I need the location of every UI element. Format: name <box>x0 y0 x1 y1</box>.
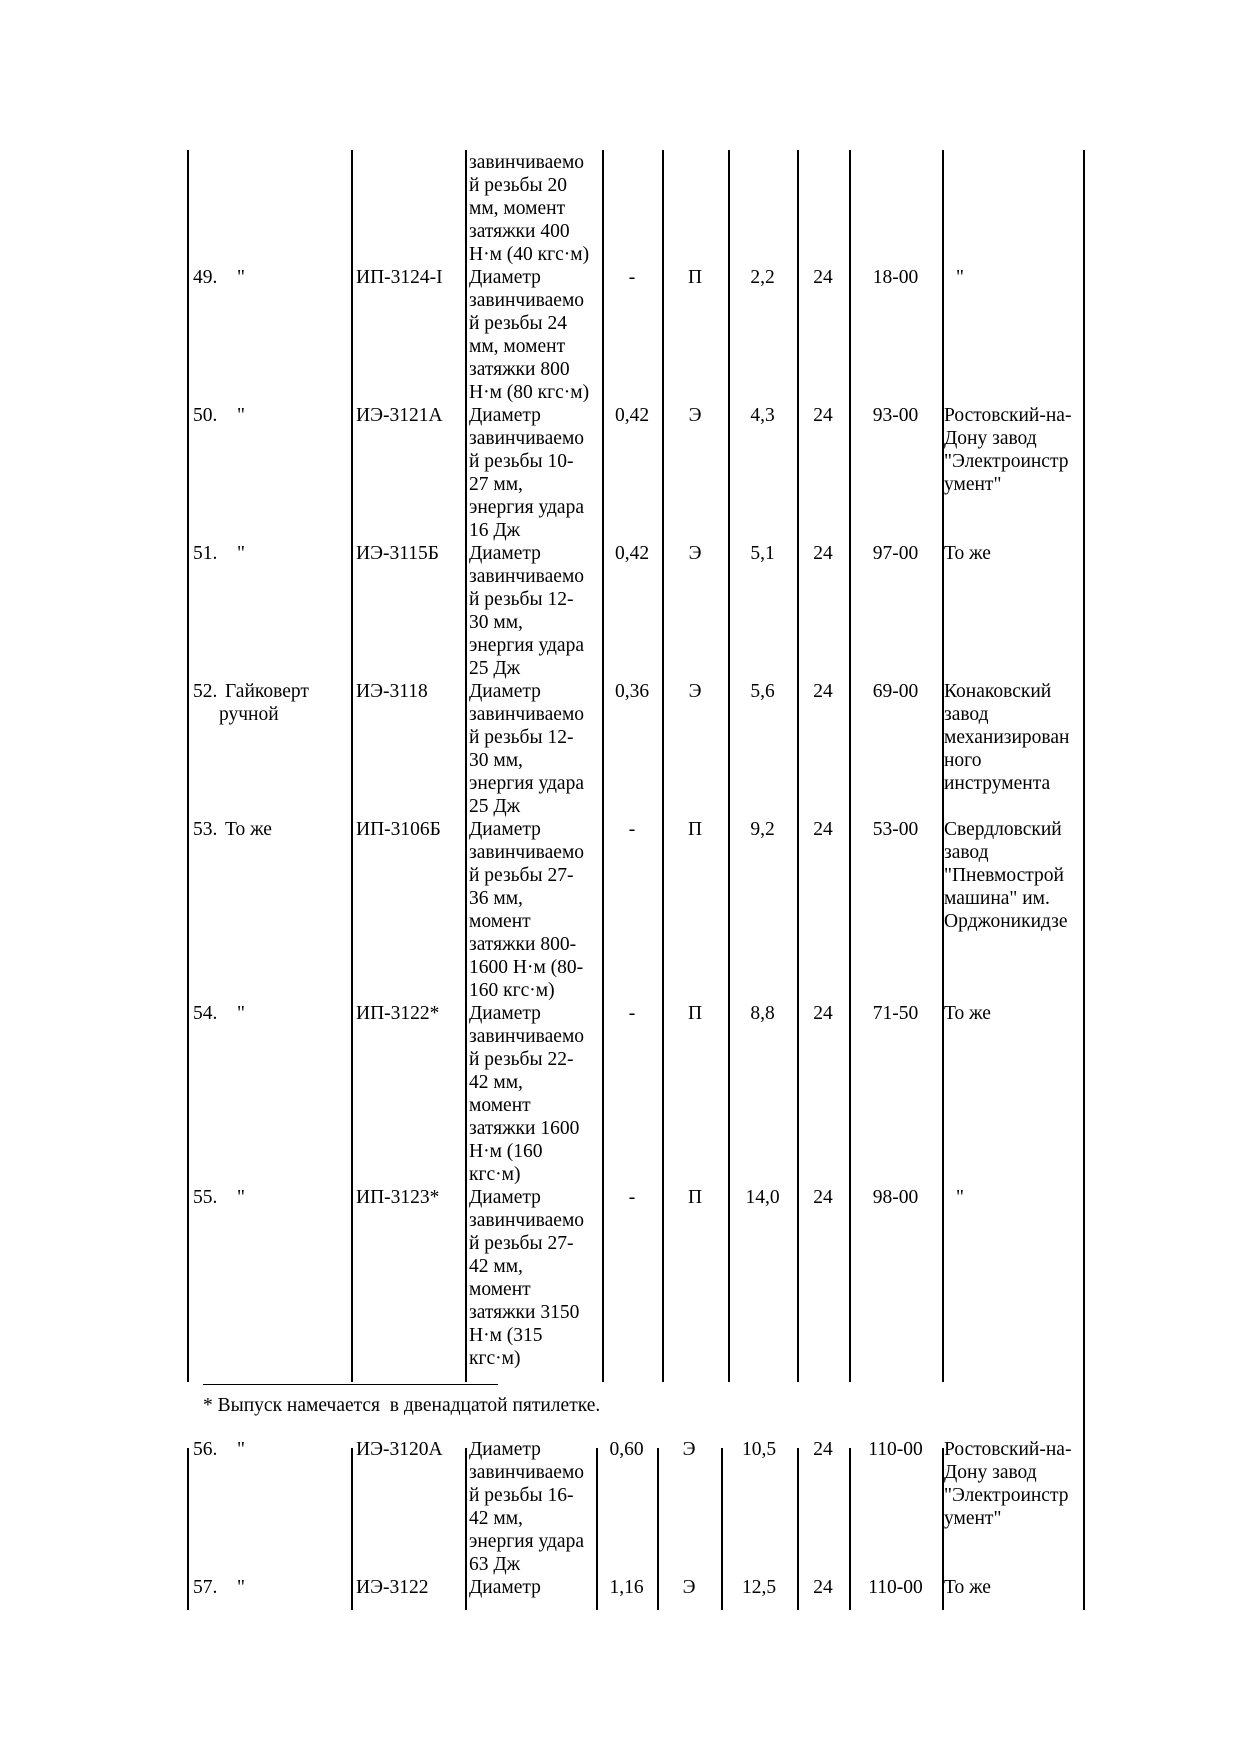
ditto-mark: " <box>237 267 245 288</box>
model-code: ИЭ-3121А <box>356 405 443 426</box>
ditto-mark: " <box>237 1003 245 1024</box>
column-rule <box>187 1448 189 1610</box>
mass-value: 14,0 <box>745 1187 780 1208</box>
voltage-value: 24 <box>813 267 833 288</box>
model-code: ИП-3122* <box>356 1003 440 1024</box>
manufacturer-line: механизирован <box>944 727 1070 748</box>
description-line: 42 мм, <box>469 1508 523 1529</box>
description-line: Н·м (80 кгс·м) <box>469 382 590 403</box>
tool-name: ручной <box>219 704 279 725</box>
description-line: завинчиваемо <box>469 1026 585 1047</box>
description-line: 16 Дж <box>469 520 521 541</box>
description-line: Диаметр <box>469 819 541 840</box>
column-rule <box>1083 1448 1085 1610</box>
row-number: 55. <box>193 1187 218 1208</box>
voltage-value: 24 <box>813 1003 833 1024</box>
row-number: 51. <box>193 543 218 564</box>
description-line: й резьбы 22- <box>469 1049 574 1070</box>
manufacturer-line: инструмента <box>944 773 1051 794</box>
voltage-value: 24 <box>813 405 833 426</box>
description-line: Н·м (315 <box>469 1325 543 1346</box>
manufacturer-line: Ростовский-на- <box>944 405 1072 426</box>
column-rule <box>351 150 353 1382</box>
manufacturer-line: "Электроинстр <box>944 1485 1069 1506</box>
manufacturer-line: "Пневмострой <box>944 865 1064 886</box>
mass-value: 2,2 <box>750 267 775 288</box>
model-code: ИП-3123* <box>356 1187 440 1208</box>
manufacturer-line: Дону завод <box>944 428 1037 449</box>
power-value: - <box>628 267 636 288</box>
row-number: 54. <box>193 1003 218 1024</box>
voltage-value: 24 <box>813 543 833 564</box>
description-line: энергия удара <box>469 773 584 794</box>
row-number: 57. <box>193 1577 218 1598</box>
price-value: 97-00 <box>872 543 919 564</box>
voltage-value: 24 <box>813 1187 833 1208</box>
drive-type: П <box>687 1187 703 1208</box>
model-code: ИЭ-3122 <box>356 1577 429 1598</box>
description-line: завинчиваемо <box>469 842 585 863</box>
description-line: завинчиваемо <box>469 1210 585 1231</box>
description-line: 36 мм, <box>469 888 523 909</box>
description-line: Диаметр <box>469 1439 541 1460</box>
description-line: энергия удара <box>469 635 584 656</box>
ditto-mark: " <box>237 405 245 426</box>
mass-value: 5,1 <box>750 543 775 564</box>
voltage-value: 24 <box>813 1577 833 1598</box>
manufacturer-line: Ростовский-на- <box>944 1439 1072 1460</box>
manufacturer-line: "Электроинстр <box>944 451 1069 472</box>
description-line: затяжки 3150 <box>469 1302 580 1323</box>
description-line: й резьбы 10- <box>469 451 574 472</box>
manufacturer-line: машина" им. <box>944 888 1050 909</box>
drive-type: Э <box>682 1577 696 1598</box>
description-line: затяжки 1600 <box>469 1118 580 1139</box>
description-line: Диаметр <box>469 267 541 288</box>
description-line: энергия удара <box>469 497 584 518</box>
power-value: - <box>628 1187 636 1208</box>
description-line: 25 Дж <box>469 796 521 817</box>
drive-type: Э <box>688 543 702 564</box>
description-line: 30 мм, <box>469 750 523 771</box>
ditto-mark: " <box>237 1187 245 1208</box>
voltage-value: 24 <box>813 1439 833 1460</box>
manufacturer-line: завод <box>944 842 989 863</box>
drive-type: Э <box>688 681 702 702</box>
description-line: 1600 Н·м (80- <box>469 957 584 978</box>
description-line: Диаметр <box>469 543 541 564</box>
manufacturer-line: умент" <box>944 474 1002 495</box>
price-value: 110-00 <box>868 1577 923 1598</box>
description-line: й резьбы 24 <box>469 313 567 334</box>
description-line: Н·м (40 кгс·м) <box>469 244 590 265</box>
description-line: й резьбы 27- <box>469 1233 574 1254</box>
mass-value: 8,8 <box>750 1003 775 1024</box>
description-line: завинчиваемо <box>469 704 585 725</box>
description-line: Н·м (160 <box>469 1141 543 1162</box>
description-line: Диаметр <box>469 405 541 426</box>
table-right-border <box>1083 1382 1085 1448</box>
footnote-separator <box>203 1384 498 1385</box>
drive-type: П <box>687 267 703 288</box>
row-number: 53. <box>193 819 218 840</box>
power-value: - <box>628 819 636 840</box>
column-rule <box>465 150 467 1382</box>
description-line: Диаметр <box>469 1577 541 1598</box>
description-line: Диаметр <box>469 681 541 702</box>
power-value: - <box>628 1003 636 1024</box>
description-line: завинчиваемо <box>469 428 585 449</box>
description-line: 42 мм, <box>469 1256 523 1277</box>
model-code: ИП-3106Б <box>356 819 441 840</box>
footnote-text: * Выпуск намечается в двенадцатой пятилетке. <box>203 1395 601 1416</box>
description-line: Диаметр <box>469 1187 541 1208</box>
description-line: й резьбы 16- <box>469 1485 574 1506</box>
description-line: 63 Дж <box>469 1554 521 1575</box>
manufacturer-line: Орджоникидзе <box>944 911 1068 932</box>
manufacturer-line: То же <box>944 1003 991 1024</box>
row-number: 49. <box>193 267 218 288</box>
description-line: Диаметр <box>469 1003 541 1024</box>
mass-value: 12,5 <box>741 1577 777 1598</box>
mass-value: 10,5 <box>741 1439 777 1460</box>
ditto-mark: " <box>237 1577 245 1598</box>
ditto-mark: " <box>956 267 964 288</box>
description-line: й резьбы 12- <box>469 589 574 610</box>
ditto-mark: " <box>237 543 245 564</box>
price-value: 93-00 <box>872 405 919 426</box>
description-line: 160 кгс·м) <box>469 980 555 1001</box>
description-line: 27 мм, <box>469 474 523 495</box>
description-line: мм, момент <box>469 198 566 219</box>
model-code: ИЭ-3115Б <box>356 543 439 564</box>
column-rule <box>351 1448 353 1610</box>
voltage-value: 24 <box>813 681 833 702</box>
power-value: 0,42 <box>614 543 650 564</box>
column-rule <box>465 1448 467 1610</box>
power-value: 0,36 <box>614 681 650 702</box>
manufacturer-line: То же <box>944 543 991 564</box>
row-number: 50. <box>193 405 218 426</box>
power-value: 1,16 <box>609 1577 644 1598</box>
column-rule <box>1083 150 1085 1382</box>
description-line: затяжки 400 <box>469 221 570 242</box>
description-line: кгс·м) <box>469 1348 521 1369</box>
description-line: завинчиваемо <box>469 566 585 587</box>
description-line: мм, момент <box>469 336 566 357</box>
mass-value: 9,2 <box>750 819 775 840</box>
manufacturer-line: Конаковский <box>944 681 1052 702</box>
price-value: 69-00 <box>872 681 919 702</box>
price-value: 53-00 <box>872 819 919 840</box>
manufacturer-line: ного <box>944 750 982 771</box>
price-value: 98-00 <box>872 1187 919 1208</box>
manufacturer-line: То же <box>944 1577 991 1598</box>
model-code: ИЭ-3120А <box>356 1439 443 1460</box>
power-value: 0,42 <box>614 405 650 426</box>
mass-value: 4,3 <box>750 405 775 426</box>
description-line: завинчиваемо <box>469 290 585 311</box>
manufacturer-line: завод <box>944 704 989 725</box>
price-value: 110-00 <box>868 1439 923 1460</box>
drive-type: П <box>687 1003 703 1024</box>
price-value: 71-50 <box>872 1003 919 1024</box>
description-line: 42 мм, <box>469 1072 523 1093</box>
description-line: кгс·м) <box>469 1164 521 1185</box>
description-line: завинчиваемо <box>469 1462 585 1483</box>
description-line: момент <box>469 1279 531 1300</box>
model-code: ИЭ-3118 <box>356 681 428 702</box>
description-line: й резьбы 12- <box>469 727 574 748</box>
column-rule <box>187 150 189 1382</box>
tool-name: Гайковерт <box>225 681 309 702</box>
description-line: завинчиваемо <box>469 152 585 173</box>
description-line: 25 Дж <box>469 658 521 679</box>
row-number: 56. <box>193 1439 218 1460</box>
mass-value: 5,6 <box>750 681 775 702</box>
manufacturer-line: умент" <box>944 1508 1002 1529</box>
ditto-mark: " <box>237 1439 245 1460</box>
description-line: й резьбы 20 <box>469 175 567 196</box>
power-value: 0,60 <box>609 1439 644 1460</box>
manufacturer-line: Дону завод <box>944 1462 1037 1483</box>
row-number: 52. <box>193 681 218 702</box>
manufacturer-line: Свердловский <box>944 819 1062 840</box>
description-line: затяжки 800- <box>469 934 577 955</box>
voltage-value: 24 <box>813 819 833 840</box>
description-line: 30 мм, <box>469 612 523 633</box>
tool-name: То же <box>225 819 272 840</box>
description-line: затяжки 800 <box>469 359 570 380</box>
drive-type: П <box>687 819 703 840</box>
price-value: 18-00 <box>872 267 919 288</box>
drive-type: Э <box>688 405 702 426</box>
description-line: й резьбы 27- <box>469 865 574 886</box>
ditto-mark: " <box>956 1187 964 1208</box>
description-line: энергия удара <box>469 1531 584 1552</box>
description-line: момент <box>469 1095 531 1116</box>
model-code: ИП-3124-I <box>356 267 443 288</box>
description-line: момент <box>469 911 531 932</box>
drive-type: Э <box>682 1439 696 1460</box>
